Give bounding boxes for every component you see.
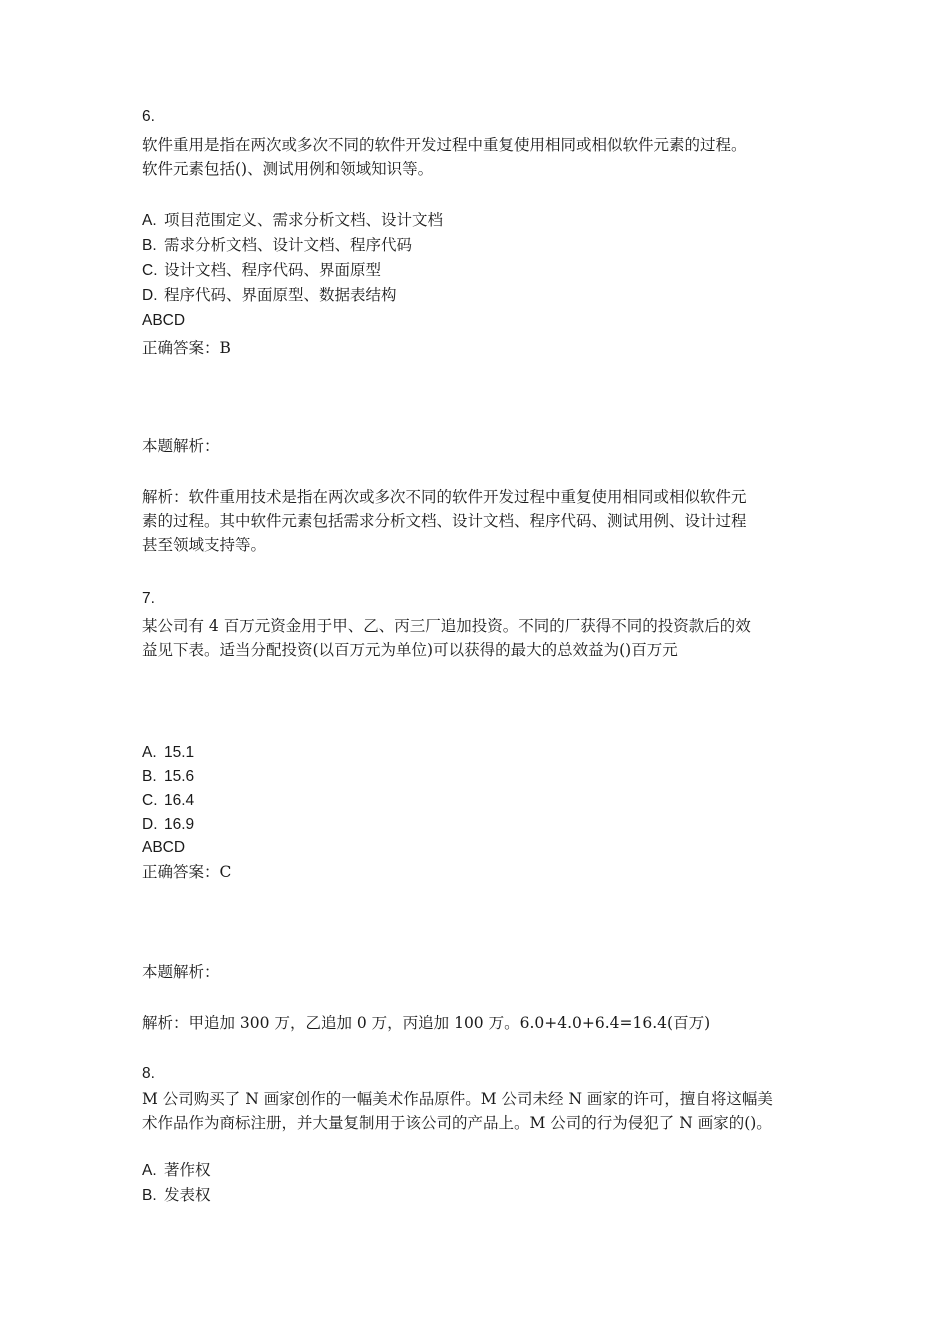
- option-text: 16.4: [164, 792, 195, 809]
- q7-stem-line2: 益见下表。适当分配投资(以百万元为单位)可以获得的最大的总效益为()百万元: [142, 641, 678, 659]
- q8-stem-line1: M 公司购买了 N 画家创作的一幅美术作品原件。M 公司未经 N 画家的许可，擅自将这幅美: [142, 1090, 773, 1108]
- q8-stem-line2: 术作品作为商标注册，并大量复制用于该公司的产品上。M 公司的行为侵犯了 N 画家的()。: [142, 1114, 772, 1132]
- q6-number: 6.: [142, 108, 155, 125]
- q6-stem-line2: 软件元素包括()、测试用例和领域知识等。: [142, 160, 434, 178]
- q7-option-b: [142, 764, 194, 789]
- q7-number: 7.: [142, 590, 155, 607]
- q8-option-a: [142, 1158, 211, 1183]
- option-letter: D.: [142, 816, 158, 833]
- q7-option-c: [142, 788, 194, 813]
- q6-option-d: [142, 283, 397, 308]
- option-text: 发表权: [164, 1186, 211, 1204]
- q6-analysis-line1: 解析：软件重用技术是指在两次或多次不同的软件开发过程中重复使用相同或相似软件元: [142, 488, 747, 506]
- option-text: 15.1: [164, 744, 195, 761]
- q7-analysis-line1: 解析：甲追加 300 万，乙追加 0 万，丙追加 100 万。6.0+4.0+6.4=16.4(百万): [142, 1014, 711, 1032]
- q6-option-b: [142, 233, 412, 258]
- q6-analysis-line2: 素的过程。其中软件元素包括需求分析文档、设计文档、程序代码、测试用例、设计过程: [142, 512, 747, 530]
- option-letter: D.: [142, 287, 158, 304]
- option-letter: B.: [142, 237, 157, 254]
- option-letter: A.: [142, 1162, 157, 1179]
- q7-option-d: [142, 812, 194, 837]
- q6-option-a: [142, 208, 443, 233]
- q7-answer: 正确答案：C: [142, 863, 232, 881]
- option-text: 15.6: [164, 768, 195, 785]
- q8-option-b: [142, 1183, 211, 1208]
- q6-analysis-title: 本题解析：: [142, 437, 220, 455]
- q6-choices: ABCD: [142, 312, 186, 329]
- q7-stem-line1: 某公司有 4 百万元资金用于甲、乙、丙三厂追加投资。不同的厂获得不同的投资款后的效: [142, 617, 751, 635]
- option-letter: B.: [142, 1187, 157, 1204]
- option-text: 项目范围定义、需求分析文档、设计文档: [164, 211, 444, 229]
- option-text: 设计文档、程序代码、界面原型: [164, 261, 382, 279]
- option-text: 程序代码、界面原型、数据表结构: [164, 286, 397, 304]
- q6-answer: 正确答案：B: [142, 339, 231, 357]
- q6-analysis-line3: 甚至领域支持等。: [142, 536, 267, 554]
- q6-stem-line1: 软件重用是指在两次或多次不同的软件开发过程中重复使用相同或相似软件元素的过程。: [142, 136, 747, 154]
- q7-choices: ABCD: [142, 839, 186, 856]
- option-text: 16.9: [164, 816, 195, 833]
- option-letter: C.: [142, 262, 158, 279]
- option-text: 著作权: [164, 1161, 211, 1179]
- q7-option-a: [142, 740, 194, 765]
- option-letter: A.: [142, 744, 157, 761]
- q7-analysis-title: 本题解析：: [142, 963, 220, 981]
- option-letter: B.: [142, 768, 157, 785]
- option-letter: A.: [142, 212, 157, 229]
- q6-option-c: [142, 258, 381, 283]
- option-text: 需求分析文档、设计文档、程序代码: [164, 236, 413, 254]
- q8-number: 8.: [142, 1065, 155, 1082]
- option-letter: C.: [142, 792, 158, 809]
